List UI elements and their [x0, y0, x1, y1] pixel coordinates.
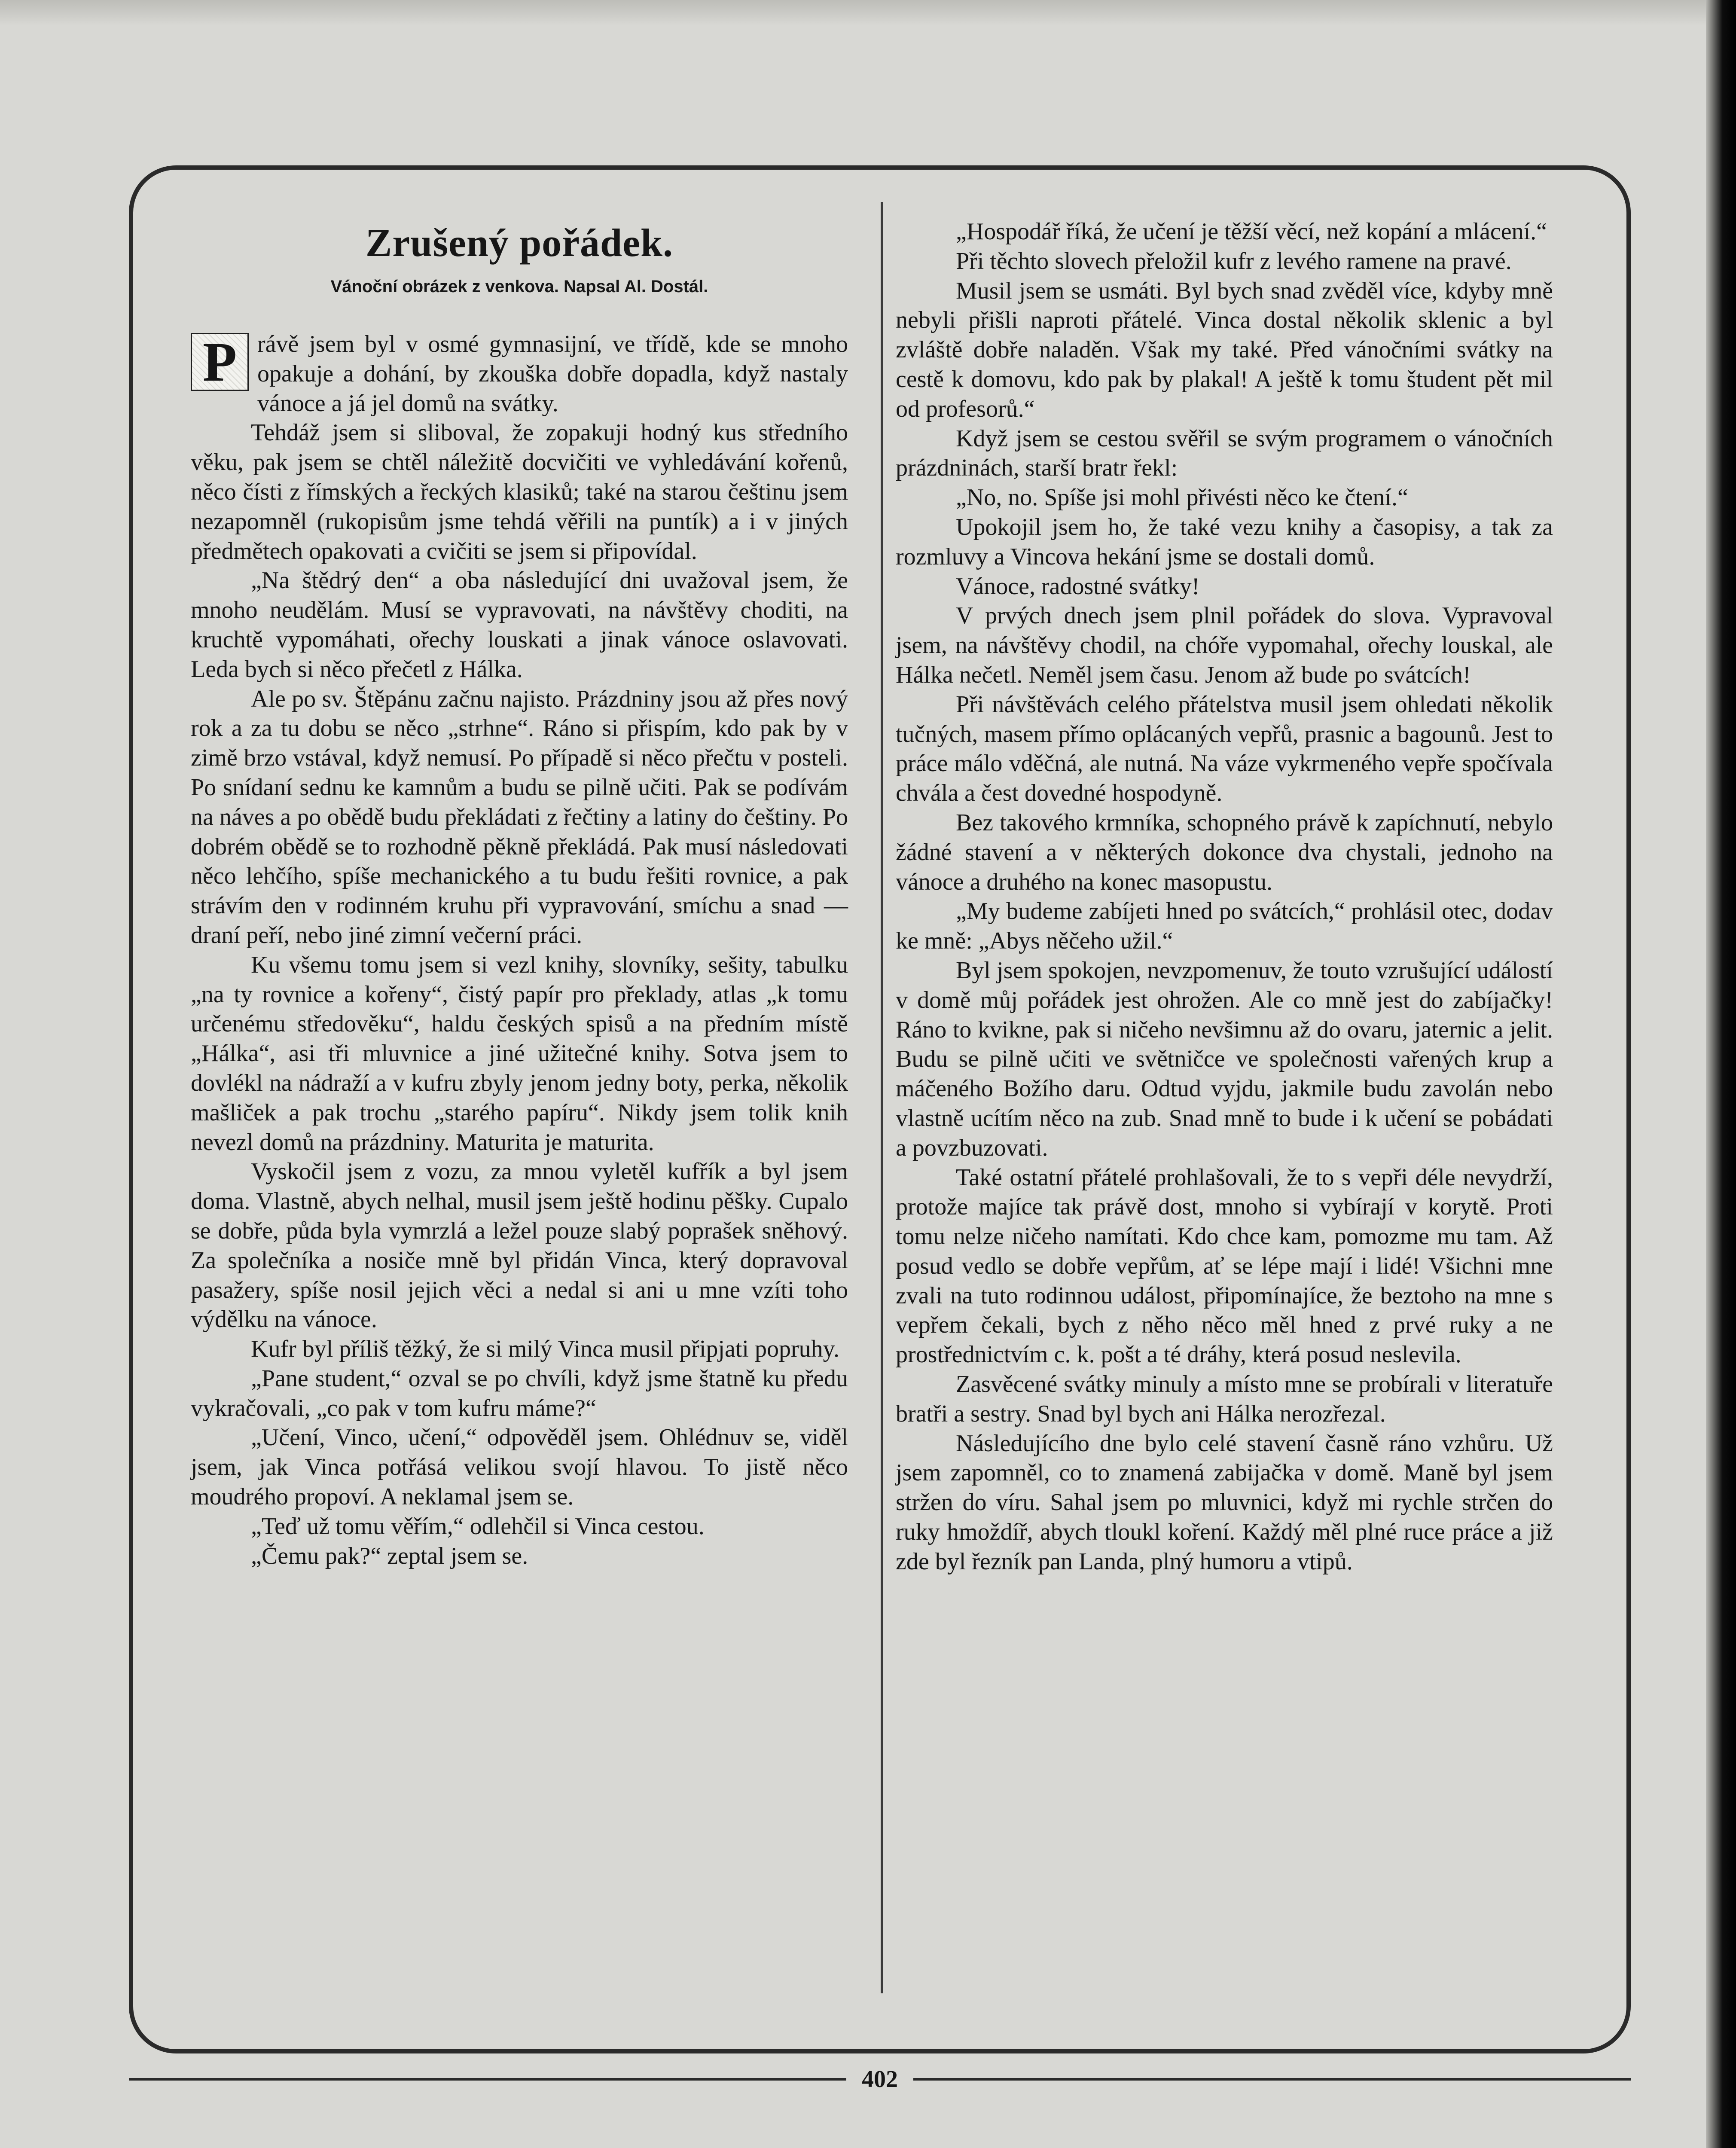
paragraph: „Učení, Vinco, učení,“ odpověděl jsem. Ohlédnuv se, viděl jsem, jak Vinca potřásá velikou svojí hlavou. To jistě něco moudrého propoví. A neklamal jsem se.: [191, 1424, 848, 1510]
paragraph: Upokojil jsem ho, že také vezu knihy a časopisy, a tak za rozmluvy a Vincova hekání jsme se dostali domů.: [896, 513, 1553, 570]
paragraph: Vánoce, radostné svátky!: [956, 573, 1200, 600]
paragraph: Kufr byl příliš těžký, že si milý Vinca musil připjati popruhy.: [251, 1336, 839, 1363]
paragraph: Zasvěcené svátky minuly a místo mne se probírali v literatuře bratři a sestry. Snad byl bych ani Hálka nerozřezal.: [896, 1371, 1553, 1427]
first-paragraph: [191, 330, 848, 418]
paragraph: „Pane student,“ ozval se po chvíli, když jsme štatně ku předu vykračovali, „co pak v tom kufru máme?“: [191, 1365, 848, 1422]
paragraph: „Hospodář říká, že učení je těžší věcí, než kopání a mlácení.“: [956, 218, 1547, 245]
column-divider: [881, 202, 883, 1993]
paragraph: Když jsem se cestou svěřil se svým programem o vánočních prázdninách, starší bratr řekl:: [896, 425, 1553, 482]
article-subtitle: Vánoční obrázek z venkova. Napsal Al. Dostál.: [330, 277, 708, 296]
page-number: 402: [862, 2066, 898, 2093]
paragraph: Bez takového krmníka, schopného právě k zapíchnutí, nebylo žádné stavení a v některých dokonce dva chystali, jednoho na vánoce a druhého na konec masopustu.: [896, 809, 1553, 895]
paragraph: Ku všemu tomu jsem si vezl knihy, slovníky, sešity, tabulku „na ty rovnice a kořeny“, čistý papír pro překlady, atlas „k tomu určenému středověku“, haldu českých spisů a na předním místě „Hálka“, asi tři mluvnice a jiné užitečné knihy. Sotva jsem to dovlékl na nádraží a v kufru zbyly jenom jedny boty, perka, několik mašliček a pak trochu „starého papíru“. Nikdy jsem tolik knih nevezl domů na prázdniny. Maturita je maturita.: [191, 951, 848, 1156]
paragraph: Také ostatní přátelé prohlašovali, že to s vepři déle nevydrží, protože majíce tak právě dost, mnoho si vybírají v korytě. Proti tomu nelze ničeho namítati. Kdo chce kam, pomozme mu tam. Až posud vedlo se dobře vepřům, ať se lépe mají i lidé! Všichni mne zvali na tuto rodinnou událost, připomínajíce, že beztoho na mne s vepřem čekali, bych z něho něco měl hned z prvé ruky a ne prostřednictvím c. k. pošt a té dráhy, která posud neslevila.: [896, 1164, 1553, 1368]
paragraph: Následujícího dne bylo celé stavení časně ráno vzhůru. Už jsem zapomněl, co to znamená zabijačka v domě. Maně byl jsem stržen do víru. Sahal jsem po mluvnici, když mi rychle strčen do ruky hmoždíř, abych tloukl koření. Každý měl plné ruce práce a již zde byl řezník pan Landa, plný humoru a vtipů.: [896, 1430, 1553, 1575]
paragraph: Byl jsem spokojen, nevzpomenuv, že touto vzrušující událostí v domě můj pořádek jest ohrožen. Ale co mně jest do zabíjačky! Ráno to kvikne, pak si ničeho nevšimnu až do ovaru, jaternic a jelit. Budu se pilně učiti ve světničce ve společnosti vařených krup a máčeného Božího daru. Odtud vyjdu, jakmile budu zavolán nebo vlastně ucítím něco na zub. Snad mně to bude i k učení se pobádati a povzbuzovati.: [896, 957, 1553, 1161]
paragraph: Tehdáž jsem si sliboval, že zopakuji hodný kus středního věku, pak jsem se chtěl náležitě docvičiti ve vyhledávání kořenů, něco čísti z římských a řeckých klasiků; také na starou češtinu jsem nezapomněl (rukopisům jsme tehdá věřili na puntík) a i v jiných předmětech opakovati a cvičiti se jsem si připovídal.: [191, 419, 848, 564]
paragraph: V prvých dnech jsem plnil pořádek do slova. Vypravoval jsem, na návštěvy chodil, na chóře vypomahal, ořechy louskal, ale Hálka nečetl. Neměl jsem času. Jenom až bude po svátcích!: [896, 602, 1553, 688]
paragraph: „Na štědrý den“ a oba následující dni uvažoval jsem, že mnoho neudělám. Musí se vypravovati, na návštěvy choditi, na kruchtě vypomáhati, ořechy louskati a jinak vánoce oslavovati. Leda bych si něco přečetl z Hálka.: [191, 567, 848, 683]
left-column: [191, 217, 848, 1571]
paragraph: Ale po sv. Štěpánu začnu najisto. Prázdniny jsou až přes nový rok a za tu dobu se něco „strhne“. Ráno si přispím, kdo pak by v zimě brzo vstával, když nemusí. Po případě si něco přečtu v posteli. Po snídaní sednu ke kamnům a budu se pilně učiti. Pak se podívám na náves a po obědě budu překládati z řečtiny a latiny do češtiny. Po dobrém obědě se to rozhodně pěkně překládá. Pak musí následovati něco lehčího, spíše mechanického a tu budu řešiti rovnice, a pak strávím den v rodinném kruhu při vypravování, smíchu a snad — draní peří, nebo jiné zimní večerní práci.: [191, 685, 848, 949]
paragraph: Při těchto slovech přeložil kufr z levého ramene na pravé.: [956, 247, 1512, 275]
scan-edge-top: [0, 0, 1736, 26]
paragraph: „My budeme zabíjeti hned po svátcích,“ prohlásil otec, dodav ke mně: „Abys něčeho užil.“: [896, 898, 1553, 955]
paragraph: Vyskočil jsem z vozu, za mnou vyletěl kufřík a byl jsem doma. Vlastně, abych nelhal, musil jsem ještě hodinu pěšky. Cupalo se dobře, půda byla vymrzlá a ležel pouze slabý poprašek sněhový. Za společníka a nosiče mně byl přidán Vinca, který dopravoval pasažery, spíše nosil jejich věci a nedal si ani u mne vzíti toho výdělku na vánoce.: [191, 1158, 848, 1333]
page-footer: [129, 2062, 1631, 2096]
paragraph: „Teď už tomu věřím,“ odlehčil si Vinca cestou.: [251, 1513, 705, 1540]
paragraph: Musil jsem se usmáti. Byl bych snad zvěděl více, kdyby mně nebyli přišli naproti přátelé. Vinca dostal několik sklenic a byl zvláště dobře naladěn. Však my také. Před vánočními svátky na cestě k domovu, kdo pak by plakal! A ještě k tomu študent pět mil od profesorů.“: [896, 277, 1553, 422]
paragraph: Při návštěvách celého přátelstva musil jsem ohledati několik tučných, masem přímo oplácaných vepřů, prasnic a bagounů. Jest to práce málo vděčná, ale nutná. Na váze vykrmeného vepře spočívala chvála a čest dovedné hospodyně.: [896, 691, 1553, 807]
scan-edge-right: [1706, 0, 1736, 2148]
article-title: Zrušený pořádek.: [365, 221, 674, 265]
footer-rule-right: [913, 2078, 1631, 2081]
first-paragraph-text: rávě jsem byl v osmé gymnasijní, ve třídě, kde se mnoho opakuje a dohání, by zkouška dobře dopadla, když nastaly vánoce a já jel domů na svátky.: [257, 331, 848, 417]
footer-rule-left: [129, 2078, 846, 2081]
right-column: [896, 217, 1553, 1577]
paragraph: „No, no. Spíše jsi mohl přivésti něco ke čtení.“: [956, 484, 1408, 511]
dropcap-initial: P: [191, 333, 249, 391]
paragraph: „Čemu pak?“ zeptal jsem se.: [251, 1542, 528, 1569]
